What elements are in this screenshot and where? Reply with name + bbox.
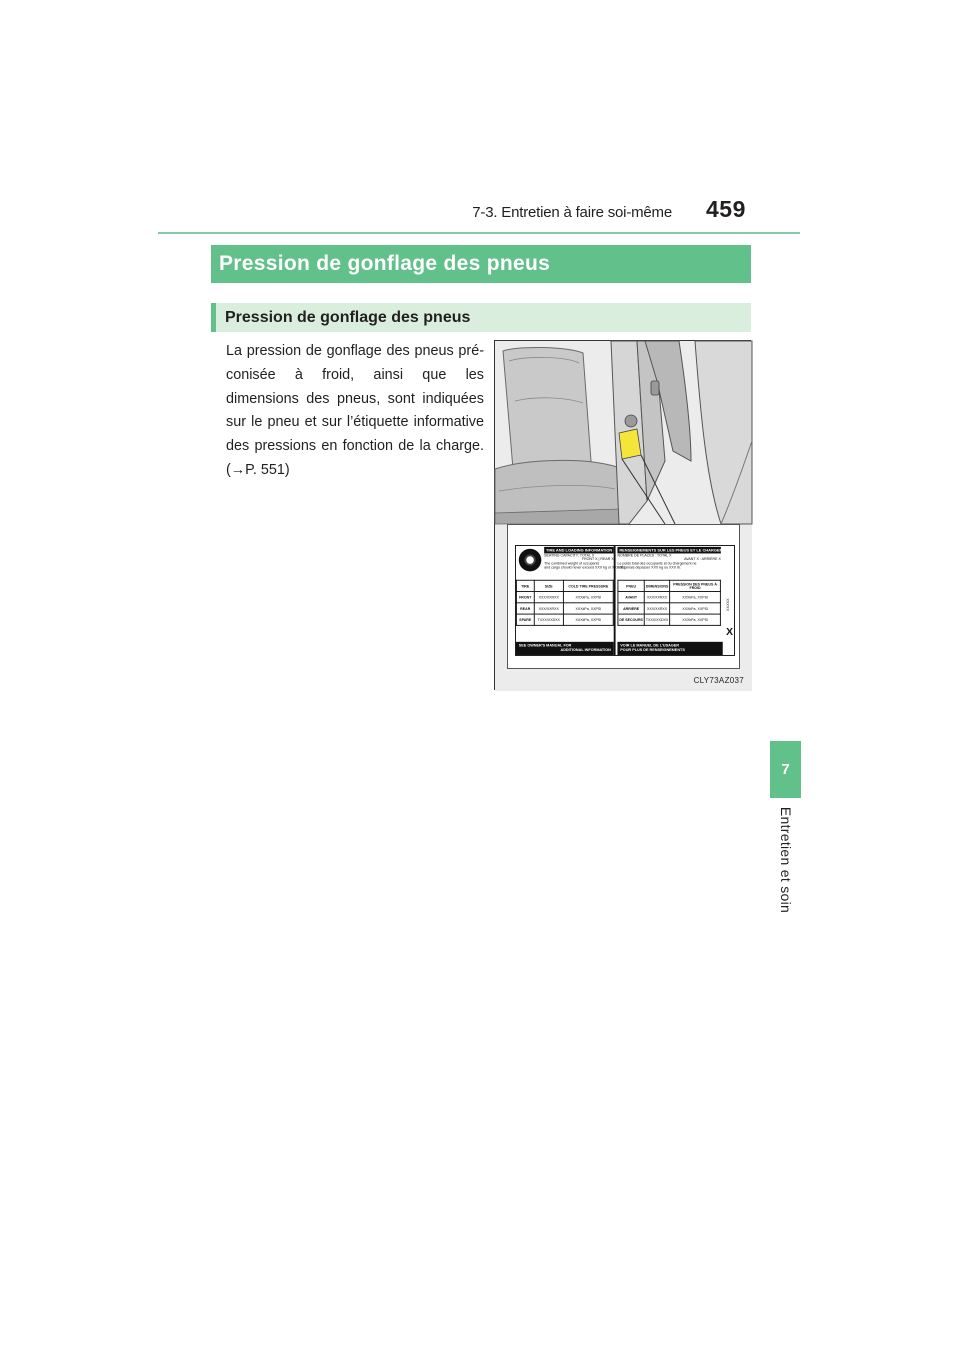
label-fr-weight-1: Le poids total des occupants et du chargement ne [617, 561, 697, 566]
label-fr-footer [617, 642, 722, 655]
tire-label-illustration [494, 340, 751, 690]
label-french-side [616, 546, 736, 655]
wheel-icon [519, 549, 542, 572]
label-en-table [516, 580, 614, 626]
label-en-footer [516, 642, 614, 655]
label-fr-front-rear: AVANT X : ARRIÈRE X [684, 557, 721, 562]
subsection-heading-text: Pression de gonflage des pneus [225, 308, 471, 326]
table-cell: TXXX/XXDXX [644, 614, 669, 625]
body-paragraph: La pression de gonflage des pneus préconisée à froid, ainsi que les dimensions des pneus, sont indiquées sur le pneu et sur l’étiquette informative des pressions en fonction de la charge. (→P. 551) [226, 343, 484, 478]
table-cell: AVANT [618, 592, 644, 603]
table-cell: REAR [516, 603, 534, 614]
sticker-location-marker [619, 429, 641, 459]
table-header: TIRE [516, 580, 534, 591]
table-cell: XXXkPa, XXPSI [563, 614, 613, 625]
table-header: PNEU [618, 580, 644, 591]
table-cell: SPARE [516, 614, 534, 625]
label-english-side [516, 546, 626, 655]
subsection-heading [211, 303, 751, 332]
table-cell: XXX/XXRXX [534, 592, 563, 603]
chapter-tab[interactable]: 7 [770, 741, 801, 798]
chapter-tab-label-text: Entretien et soin [778, 806, 794, 914]
table-header: DIMENSIONS [644, 580, 669, 591]
label-en-seating: SEATING CAPACITY: TOTAL X [544, 553, 595, 558]
figure-code: CLY73AZ037 [693, 676, 744, 685]
tire-loading-label [507, 524, 740, 669]
table-cell: XXX/XXRXX [644, 603, 669, 614]
table-row [618, 592, 720, 603]
label-fr-table [617, 580, 720, 626]
header-section-title: 7-3. Entretien à faire soi-même [472, 204, 672, 221]
page-number: 459 [706, 196, 746, 222]
label-en-footer-2: ADDITIONAL INFORMATION [560, 647, 611, 652]
table-cell: XXXkPa, XXPSI [670, 603, 721, 614]
table-header: COLD TIRE PRESSURE [563, 580, 613, 591]
label-fr-footer-1: VOIR LE MANUEL DE L'USAGER [620, 642, 679, 648]
table-cell: ARRIÈRE [618, 603, 644, 614]
table-cell: XXX/XXRXX [534, 603, 563, 614]
label-code: XXXXX [725, 598, 731, 611]
label-en-footer-1: SEE OWNER'S MANUAL FOR [518, 642, 572, 648]
table-cell: XXXkPa, XXPSI [563, 592, 613, 603]
label-en-title: TIRE AND LOADING INFORMATION [546, 547, 613, 553]
chapter-tab-label [760, 795, 812, 925]
label-en-weight-2: and cargo should never exceed XXX kg or XXX lbs. [544, 565, 626, 570]
table-header: PRESSION DES PNEUS À FROID [670, 580, 721, 591]
table-cell: XXX/XXRXX [644, 592, 669, 603]
table-cell: DE SECOURS [618, 614, 644, 625]
table-row [516, 614, 613, 625]
label-marker: X [726, 626, 734, 639]
label-fr-weight-2: doit jamais dépasser XXX kg ou XXX lb. [617, 565, 681, 570]
table-cell: TXXX/XXDXX [534, 614, 563, 625]
table-row [516, 592, 613, 603]
table-cell: XXXkPa, XXPSI [670, 614, 721, 625]
label-en-front-rear: FRONT X | REAR X [581, 557, 614, 562]
table-cell: FRONT [516, 592, 534, 603]
label-en-weight-1: The combined weight of occupants [544, 561, 600, 566]
table-row [516, 603, 613, 614]
label-fr-footer-2: POUR PLUS DE RENSEIGNEMENTS [620, 647, 685, 652]
table-cell: XXXkPa, XXPSI [670, 592, 721, 603]
label-fr-title: RENSEIGNEMENTS SUR LES PNEUS ET LE CHARGEMENT [619, 547, 731, 553]
table-row [618, 603, 720, 614]
label-fr-seating: NOMBRE DE PLACES : TOTAL X [617, 553, 672, 558]
tire-label-content [515, 545, 735, 656]
header-divider [158, 232, 800, 234]
section-heading: Pression de gonflage des pneus [211, 245, 751, 283]
table-row [618, 614, 720, 625]
table-cell: XXXkPa, XXPSI [563, 603, 613, 614]
table-header: SIZE [534, 580, 563, 591]
